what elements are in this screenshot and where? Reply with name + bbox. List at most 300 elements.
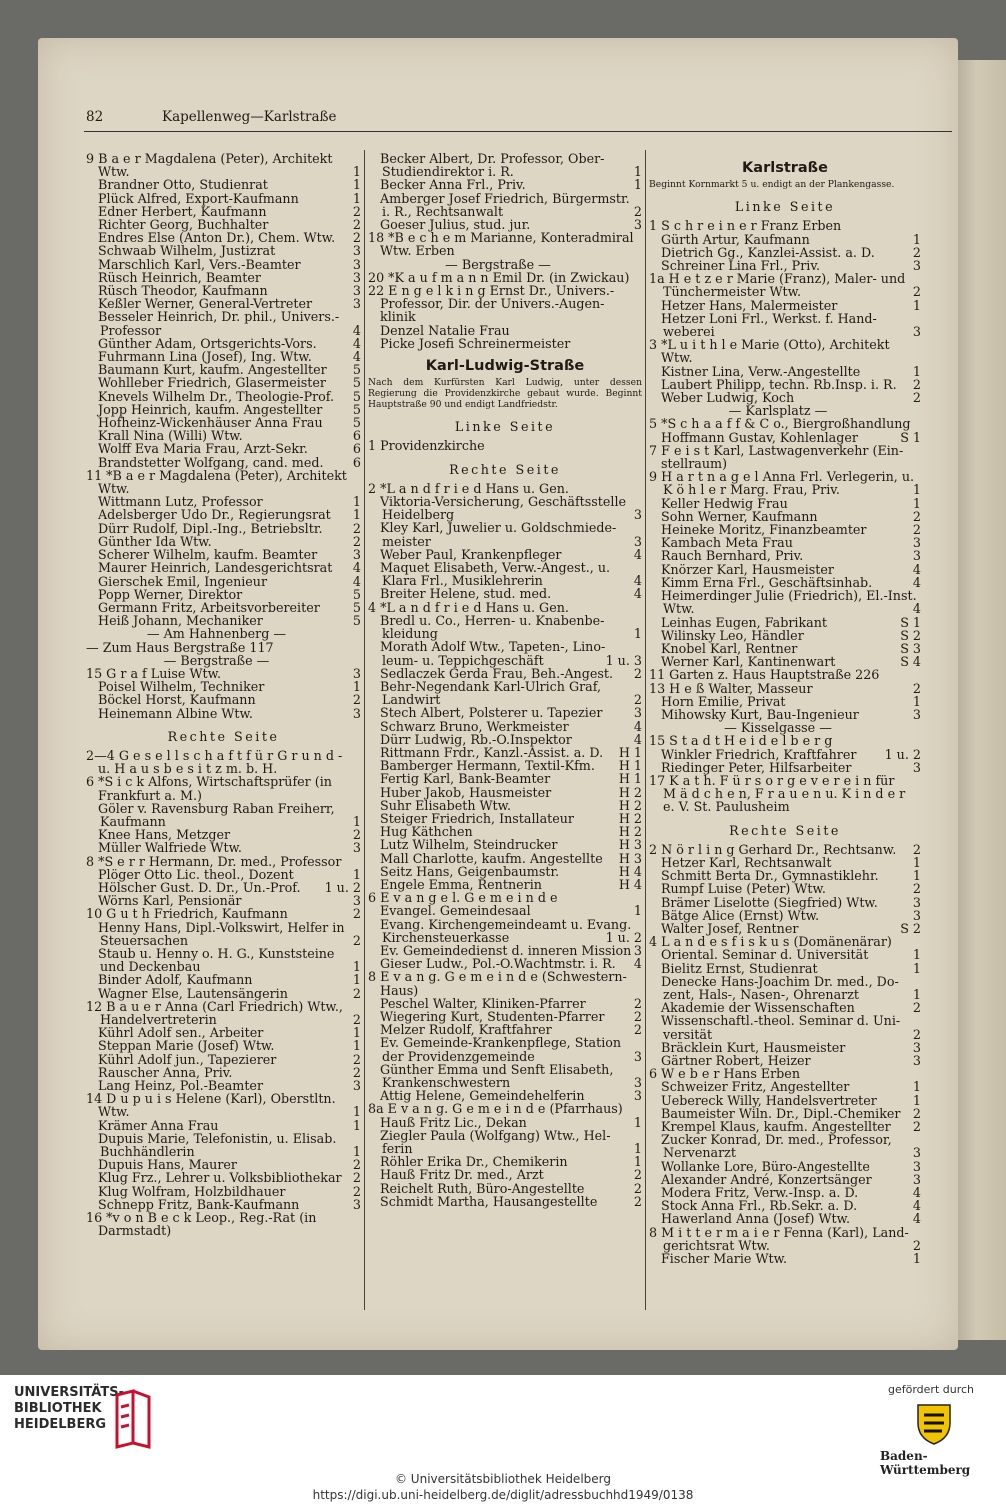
floor-number: 2 — [352, 533, 361, 549]
entry-text: Kley Karl, Juwelier u. Goldschmiede- — [380, 520, 617, 536]
entry-text: Leinhas Eugen, Fabrikant — [661, 614, 828, 630]
floor-number: 2 — [633, 1167, 642, 1183]
directory-entry — [86, 775, 361, 788]
entry-text: Popp Werner, Direktor — [98, 586, 243, 602]
directory-entry — [368, 587, 642, 600]
floor-number: 4 — [912, 1185, 921, 1201]
entry-text: Wittmann Lutz, Professor — [98, 494, 263, 510]
directory-entry — [649, 1212, 921, 1225]
floor-number: 3 — [912, 759, 921, 775]
floor-number: H 3 — [618, 850, 642, 866]
entry-text: Heidelberg — [382, 507, 455, 523]
entry-text: Reichelt Ruth, Büro-Angestellte — [380, 1180, 585, 1196]
entry-text: Wolff Eva Maria Frau, Arzt-Sekr. — [98, 441, 308, 457]
directory-entry — [649, 682, 921, 695]
floor-number: 2 — [352, 520, 361, 536]
entry-text: 2 *L a n d f r i e d Hans u. Gen. — [368, 480, 569, 496]
entry-text: Hetzer Karl, Rechtsanwalt — [661, 854, 832, 870]
entry-text: Wörns Karl, Pensionär — [98, 893, 242, 909]
column-divider — [364, 150, 365, 1310]
floor-number: 4 — [352, 322, 361, 338]
entry-text: Heineke Moritz, Finanzbeamter — [661, 522, 867, 538]
entry-text: leum- u. Teppichgeschäft — [382, 652, 544, 668]
directory-entry — [649, 351, 921, 364]
funding-notice — [880, 1383, 1000, 1477]
floor-number: 2 — [352, 932, 361, 948]
entry-text: Klara Frl., Musiklehrerin — [382, 573, 543, 589]
entry-text: der Providenzgemeinde — [382, 1048, 535, 1064]
entry-text: 11 *B a e r Magdalena (Peter), Architekt — [86, 467, 347, 483]
floor-number: 1 — [352, 1117, 361, 1133]
entry-text: Lang Heinz, Pol.-Beamter — [98, 1078, 264, 1094]
floor-number: 1 — [352, 1144, 361, 1160]
directory-entry — [368, 786, 642, 799]
directory-entry — [368, 601, 642, 614]
floor-number: S 1 — [900, 429, 921, 445]
floor-number: 4 — [633, 731, 642, 747]
floor-number: 2 — [912, 1026, 921, 1042]
entry-text: Denzel Natalie Frau — [380, 322, 510, 338]
entry-text: Krankenschwestern — [382, 1075, 511, 1090]
entry-text: Schnepp Fritz, Bank-Kaufmann — [98, 1196, 300, 1212]
entry-text: Hoffmann Gustav, Kohlenlager — [661, 429, 858, 445]
entry-text: Heimerdinger Julie (Friedrich), El.-Inst. — [661, 588, 917, 604]
directory-entry — [368, 535, 642, 548]
entry-text: Steuersachen — [100, 932, 189, 948]
entry-text: Alexander André, Konzertsänger — [661, 1171, 872, 1187]
entry-text: 18 *B e c h e m Marianne, Konteradmiral — [368, 230, 634, 246]
floor-number: 2 — [352, 827, 361, 843]
viewer-footer — [0, 1375, 1006, 1506]
entry-text: Plöger Otto Lic. theol., Dozent — [98, 866, 294, 882]
directory-entry — [649, 1028, 921, 1041]
entry-text: Becker Anna Frl., Priv. — [380, 177, 526, 193]
floor-number: 4 — [912, 561, 921, 577]
floor-number: H 2 — [618, 784, 642, 800]
entry-text: Lutz Wilhelm, Steindrucker — [380, 837, 558, 853]
entry-text: Brandstetter Wolfgang, cand. med. — [98, 454, 324, 470]
floor-number: 1 u. 2 — [605, 929, 642, 945]
floor-number: 1 — [352, 164, 361, 180]
entry-text: Keßler Werner, General-Vertreter — [98, 296, 313, 312]
library-logo-icon — [111, 1389, 156, 1449]
entry-text: Landwirt — [382, 692, 441, 708]
entry-text: Göler v. Ravensburg Raban Freiherr, — [98, 800, 335, 816]
directory-entry — [649, 285, 921, 298]
floor-number: 3 — [912, 894, 921, 910]
permalink-url[interactable]: https://digi.ub.uni-heidelberg.de/diglit/adressbuchhd1949/0138 — [312, 1488, 694, 1502]
entry-text: Hauß Fritz Lic., Dekan — [380, 1114, 527, 1130]
entry-text: stellraum) — [661, 456, 728, 472]
floor-number: 4 — [912, 601, 921, 617]
entry-text: Wiegering Kurt, Studenten-Pfarrer — [380, 1008, 605, 1024]
directory-entry — [368, 521, 642, 534]
floor-number: 3 — [352, 283, 361, 299]
directory-entry — [368, 970, 642, 983]
entry-text: Hawerland Anna (Josef) Wtw. — [661, 1211, 851, 1227]
directory-entry — [368, 984, 642, 997]
baden-wuerttemberg-crest-icon — [914, 1401, 954, 1445]
floor-number: 1 — [912, 693, 921, 709]
entry-text: 5 *S c h a a f f & C o., Biergroßhandlung — [649, 416, 911, 432]
floor-number: 3 — [352, 243, 361, 259]
floor-number: 2 — [912, 522, 921, 538]
entry-text: Uebereck Willy, Handelsvertreter — [661, 1092, 877, 1108]
floor-number: 2 — [633, 1193, 642, 1209]
entry-text: 1 S c h r e i n e r Franz Erben — [649, 218, 842, 234]
floor-number: 4 — [352, 349, 361, 365]
directory-entry — [649, 909, 921, 922]
entry-text: i. R., Rechtsanwalt — [382, 203, 504, 219]
header-rule — [84, 131, 952, 132]
entry-text: Fuhrmann Lina (Josef), Ing. Wtw. — [98, 349, 312, 365]
floor-number: 3 — [633, 1088, 642, 1104]
entry-text: Akademie der Wissenschaften — [661, 1000, 855, 1016]
entry-text: Günther Ida Wtw. — [98, 533, 212, 549]
floor-number: 2 — [352, 203, 361, 219]
floor-number: 2 — [912, 841, 921, 857]
floor-number: 4 — [352, 560, 361, 576]
directory-entry — [649, 1080, 921, 1093]
floor-number: 3 — [352, 1078, 361, 1094]
floor-number: 3 — [352, 547, 361, 563]
entry-text: Wollanke Lore, Büro-Angestellte — [661, 1158, 870, 1174]
directory-entry — [368, 178, 642, 191]
floor-number: 2 — [912, 284, 921, 300]
entry-text: Adelsberger Udo Dr., Regierungsrat — [98, 507, 331, 523]
directory-entry — [649, 431, 921, 444]
entry-text: Knörzer Karl, Hausmeister — [661, 561, 834, 577]
directory-entry — [368, 192, 642, 205]
entry-text: Marschlich Karl, Vers.-Beamter — [98, 256, 301, 272]
floor-number: 1 — [912, 482, 921, 498]
entry-text: Schreiner Lina Frl., Priv. — [661, 258, 821, 274]
entry-text: Kirchensteuerkasse — [382, 929, 510, 945]
entry-text: 8 M i t t e r m a i e r Fenna (Karl), Land- — [649, 1224, 909, 1240]
entry-text: — Zum Haus Bergstraße 117 — [86, 639, 274, 655]
entry-text: 9 H a r t n a g e l Anna Frl. Verlegerin, u. — [649, 469, 915, 485]
floor-number: S 3 — [900, 640, 921, 656]
directory-entry — [368, 838, 642, 851]
floor-number: 1 — [352, 972, 361, 988]
directory-entry — [649, 602, 921, 615]
directory-entry — [86, 258, 361, 271]
floor-number: 2 — [352, 1051, 361, 1067]
directory-entry — [86, 508, 361, 521]
directory-entry — [368, 337, 642, 350]
floor-number: 2 — [352, 230, 361, 246]
floor-number: 4 — [352, 335, 361, 351]
entry-text: Krämer Anna Frau — [98, 1117, 219, 1133]
entry-text: Günther Adam, Ortsgerichts-Vors. — [98, 335, 317, 351]
floor-number: 3 — [912, 1171, 921, 1187]
entry-text: Ziegler Paula (Wolfgang) Wtw., Hel- — [380, 1127, 611, 1143]
floor-number: 4 — [352, 573, 361, 589]
directory-entry — [86, 390, 361, 403]
directory-entry — [86, 693, 361, 706]
street-note: Beginnt Kornmarkt 5 u. endigt an der Plankengasse. — [649, 179, 895, 191]
floor-number: 2 — [633, 692, 642, 708]
directory-entry — [649, 748, 921, 761]
entry-text: Darmstadt) — [98, 1223, 172, 1239]
floor-number: 3 — [912, 1158, 921, 1174]
entry-text: Hölscher Gust. D. Dr., Un.-Prof. — [98, 879, 301, 895]
floor-number: 2 — [912, 881, 921, 897]
entry-text: Müller Walfriede Wtw. — [98, 840, 242, 856]
floor-number: 2 — [633, 1180, 642, 1196]
entry-text: weberei — [663, 324, 715, 340]
floor-number: 1 — [633, 1141, 642, 1157]
entry-text: 8a E v a n g. G e m e i n d e (Pfarrhaus) — [368, 1101, 623, 1117]
entry-text: Klug Wolfram, Holzbildhauer — [98, 1183, 286, 1199]
floor-number: 2 — [352, 217, 361, 233]
floor-number: 2 — [912, 680, 921, 696]
entry-text: Maurer Heinrich, Landesgerichtsrat — [98, 560, 333, 576]
entry-text: 17 K a t h. F ü r s o r g e v e r e i n für — [649, 772, 895, 788]
directory-entry — [368, 324, 642, 337]
floor-number: 1 — [633, 164, 642, 180]
floor-number: 4 — [633, 956, 642, 972]
entry-text: Plück Alfred, Export-Kaufmann — [98, 190, 299, 206]
floor-number: 3 — [912, 535, 921, 551]
directory-entry — [649, 948, 921, 961]
floor-number: 1 — [912, 854, 921, 870]
floor-number: 2 — [633, 665, 642, 681]
floor-number: 1 — [633, 903, 642, 919]
floor-number: 3 — [633, 507, 642, 523]
directory-entry — [368, 865, 642, 878]
floor-number: 5 — [352, 375, 361, 391]
floor-number: H 4 — [618, 876, 642, 892]
entry-text: Horn Emilie, Privat — [661, 693, 786, 709]
entry-text: Attig Helene, Gemeindehelferin — [380, 1088, 585, 1104]
directory-entry — [649, 1146, 921, 1159]
entry-text: zent, Hals-, Nasen-, Ohrenarzt — [663, 986, 860, 1002]
directory-entry — [368, 1182, 642, 1195]
entry-text: Professor — [100, 322, 162, 338]
entry-text: M ä d c h e n, F r a u e n u. K i n d e r — [663, 786, 906, 802]
floor-number: S 2 — [900, 627, 921, 643]
cross-street-marker: — Kisselgasse — — [724, 720, 832, 736]
entry-text: Richter Georg, Buchhalter — [98, 217, 269, 233]
directory-entry — [86, 244, 361, 257]
entry-text: Haus) — [380, 982, 419, 998]
entry-text: Stech Albert, Polsterer u. Tapezier — [380, 705, 603, 721]
entry-text: Nervenarzt — [663, 1145, 736, 1161]
floor-number: 2 — [352, 906, 361, 922]
floor-number: H 1 — [618, 771, 642, 787]
floor-number: 3 — [912, 258, 921, 274]
floor-number: 1 — [633, 1154, 642, 1170]
floor-number: 1 u. 2 — [884, 746, 921, 762]
entry-text: Schmitt Berta Dr., Gymnastiklehr. — [661, 868, 879, 884]
side-heading: Linke Seite — [734, 199, 836, 215]
entry-text: Günther Emma und Senft Elisabeth, — [380, 1061, 614, 1077]
entry-text: Rüsch Heinrich, Beamter — [98, 269, 261, 285]
directory-entry — [649, 616, 921, 629]
entry-text: Böckel Horst, Kaufmann — [98, 692, 256, 708]
cross-street-marker: — Bergstraße — — [163, 652, 270, 668]
entry-text: Breiter Helene, stud. med. — [380, 586, 552, 602]
directory-entry — [86, 973, 361, 986]
floor-number: 2 — [912, 390, 921, 406]
directory-entry — [649, 417, 921, 430]
entry-text: Dürr Ludwig, Rb.-O.Inspektor — [380, 731, 572, 747]
entry-text: 11 Garten z. Haus Hauptstraße 226 — [649, 667, 880, 683]
floor-number: 2 — [633, 1008, 642, 1024]
floor-number: S 2 — [900, 920, 921, 936]
cross-street-marker: — Bergstraße — — [445, 256, 551, 272]
copyright-notice: © Universitätsbibliothek Heidelberg — [394, 1472, 611, 1486]
floor-number: 3 — [352, 1196, 361, 1212]
entry-text: Steiger Friedrich, Installateur — [380, 810, 574, 826]
floor-number: 2 — [633, 1022, 642, 1038]
floor-number: 3 — [633, 1075, 642, 1090]
entry-text: K ö h l e r Marg. Frau, Priv. — [663, 482, 840, 498]
entry-text: Stock Anna Frl., Rb.Sekr. a. D. — [661, 1198, 858, 1214]
directory-entry — [368, 931, 642, 944]
floor-number: H 1 — [618, 758, 642, 774]
entry-text: Wtw. — [661, 350, 693, 366]
entry-text: Riedinger Peter, Hilfsarbeiter — [661, 759, 852, 775]
entry-text: Jopp Heinrich, kaufm. Angestellter — [98, 401, 323, 417]
floor-number: 3 — [352, 296, 361, 312]
floor-number: 2 — [352, 692, 361, 708]
entry-text: Werner Karl, Kantinenwart — [661, 654, 836, 670]
entry-text: Scherer Wilhelm, kaufm. Beamter — [98, 547, 318, 563]
floor-number: 2 — [912, 1237, 921, 1253]
entry-text: 6 E v a n g e l. G e m e i n d e — [368, 890, 558, 906]
entry-text: Wtw. Erben — [380, 243, 455, 259]
directory-entry — [649, 299, 921, 312]
entry-text: Germann Fritz, Arbeitsvorbereiter — [98, 599, 320, 615]
floor-number: 3 — [633, 705, 642, 721]
floor-number: 4 — [912, 574, 921, 590]
entry-text: 6 *S i c k Alfons, Wirtschaftsprüfer (in — [86, 774, 332, 790]
directory-entry — [368, 720, 642, 733]
entry-text: Wtw. — [98, 481, 130, 497]
directory-entry — [649, 629, 921, 642]
directory-entry — [86, 934, 361, 947]
directory-entry — [368, 310, 642, 323]
entry-text: 4 L a n d e s f i s k u s (Domänenärar) — [649, 934, 892, 950]
entry-text: 4 *L a n d f r i e d Hans u. Gen. — [368, 599, 569, 615]
entry-text: Laubert Philipp, techn. Rb.Insp. i. R. — [661, 376, 897, 392]
entry-text: Rauscher Anna, Priv. — [98, 1064, 233, 1080]
entry-text: Schweizer Fritz, Angestellter — [661, 1079, 850, 1095]
directory-entry — [368, 799, 642, 812]
directory-entry — [86, 1224, 361, 1237]
entry-text: Hauß Fritz Dr. med., Arzt — [380, 1167, 544, 1183]
entry-text: Knee Hans, Metzger — [98, 827, 231, 843]
floor-number: 1 u. 2 — [324, 879, 361, 895]
entry-text: 9 B a e r Magdalena (Peter), Architekt — [86, 151, 333, 166]
directory-entry — [86, 575, 361, 588]
floor-number: H 1 — [618, 744, 642, 760]
entry-text: 8 E v a n g. G e m e i n d e (Schwestern- — [368, 969, 627, 985]
entry-text: Modera Fritz, Verw.-Insp. a. D. — [661, 1185, 859, 1201]
floor-number: 1 — [352, 1025, 361, 1041]
directory-entry — [368, 997, 642, 1010]
entry-text: Maquet Elisabeth, Verw.-Angest., u. — [380, 560, 611, 576]
entry-text: Melzer Rudolf, Kraftfahrer — [380, 1022, 552, 1038]
entry-text: Peschel Walter, Kliniken-Pfarrer — [380, 995, 586, 1011]
column-divider — [645, 150, 646, 1310]
entry-text: Weber Ludwig, Koch — [661, 390, 795, 406]
entry-text: Engele Emma, Rentnerin — [380, 876, 542, 892]
entry-text: Sohn Werner, Kaufmann — [661, 508, 818, 524]
directory-entry — [86, 456, 361, 469]
floor-number: 2 — [633, 203, 642, 219]
entry-text: Krempel Klaus, kaufm. Angestellter — [661, 1119, 891, 1135]
floor-number: 6 — [352, 428, 361, 444]
floor-number: 6 — [352, 441, 361, 457]
entry-text: 15 G r a f Luise Wtw. — [86, 665, 222, 681]
floor-number: 2 — [912, 1105, 921, 1121]
entry-text: 3 *L u i t h l e Marie (Otto), Architekt — [649, 337, 890, 353]
floor-number: 4 — [912, 1211, 921, 1227]
entry-text: Frankfurt a. M.) — [98, 787, 202, 803]
entry-text: Baumann Kurt, kaufm. Angestellter — [98, 362, 327, 378]
running-head: Kapellenweg—Karlstraße — [162, 109, 337, 125]
directory-entry — [86, 442, 361, 455]
floor-number: 1 — [633, 626, 642, 642]
floor-number: 5 — [352, 586, 361, 602]
entry-text: Gürth Artur, Kaufmann — [661, 231, 810, 247]
column-middle — [368, 152, 642, 1208]
entry-text: Binder Adolf, Kaufmann — [98, 972, 253, 988]
floor-number: 2 — [912, 508, 921, 524]
floor-number: 2 — [352, 1012, 361, 1027]
entry-text: Wtw. — [98, 1104, 130, 1120]
entry-text: Knobel Karl, Rentner — [661, 640, 798, 656]
floor-number: 3 — [912, 706, 921, 722]
entry-text: Heinemann Albine Wtw. — [98, 705, 253, 721]
directory-entry — [649, 233, 921, 246]
floor-number: 3 — [633, 217, 642, 233]
floor-number: 1 — [633, 177, 642, 193]
entry-text: Steppan Marie (Josef) Wtw. — [98, 1038, 275, 1054]
directory-entry — [649, 497, 921, 510]
directory-entry — [649, 1014, 921, 1027]
entry-text: klinik — [380, 309, 416, 325]
entry-text: Schwarz Bruno, Werkmeister — [380, 718, 569, 734]
entry-text: Seitz Hans, Geigenbaumstr. — [380, 863, 560, 879]
entry-text: Dürr Rudolf, Dipl.-Ing., Betriebsltr. — [98, 520, 323, 536]
entry-text: Kambach Meta Frau — [661, 535, 793, 551]
directory-entry — [86, 1185, 361, 1198]
floor-number: 3 — [912, 548, 921, 564]
floor-number: 1 — [912, 363, 921, 379]
ub-heidelberg-logo[interactable] — [14, 1385, 174, 1465]
entry-text: Sedlaczek Gerda Frau, Beh.-Angest. — [380, 665, 613, 681]
entry-text: Henny Hans, Dipl.-Volkswirt, Helfer in — [98, 919, 345, 935]
directory-entry — [86, 921, 361, 934]
entry-text: 14 D u p u i s Helene (Karl), Oberstltn. — [86, 1091, 336, 1107]
street-title: Karlstraße — [742, 160, 828, 176]
floor-number: 3 — [912, 1039, 921, 1055]
floor-number: 2 — [633, 995, 642, 1011]
entry-text: u. H a u s b e s i t z m. b. H. — [98, 761, 278, 777]
floor-number: 1 — [912, 231, 921, 247]
entry-text: Wagner Else, Lautensängerin — [98, 985, 288, 1001]
entry-text: Endres Else (Anton Dr.), Chem. Wtw. — [98, 230, 336, 246]
entry-text: Rüsch Theodor, Kaufmann — [98, 283, 268, 299]
directory-entry — [649, 365, 921, 378]
entry-text: Fertig Karl, Bank-Beamter — [380, 771, 551, 787]
entry-text: Staub u. Henny o. H. G., Kunststeine — [98, 945, 335, 961]
entry-text: Bräcklein Kurt, Hausmeister — [661, 1039, 846, 1055]
